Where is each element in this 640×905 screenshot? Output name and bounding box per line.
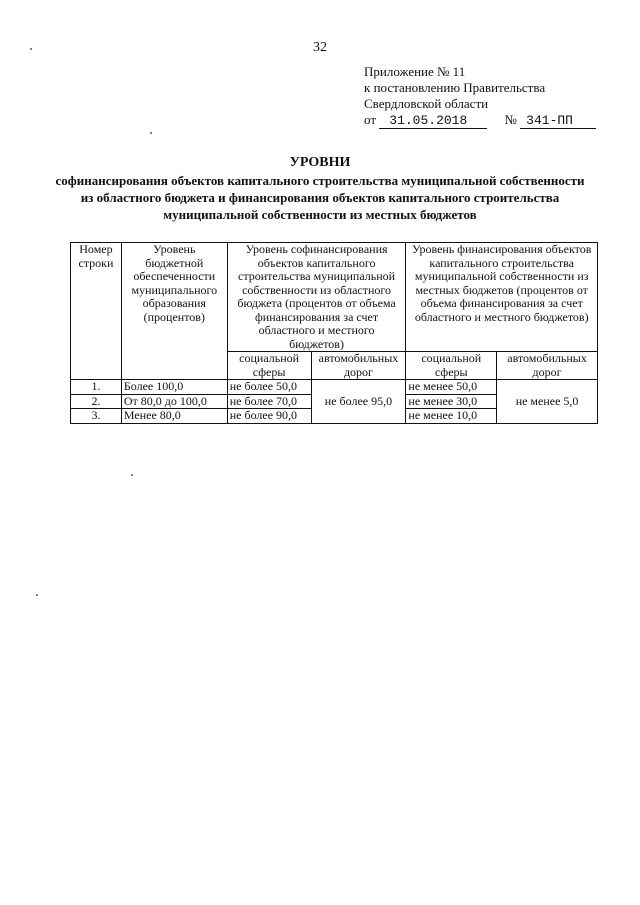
- header-security-level: Уровень бюджетной обеспеченности муниципального образования (процентов): [121, 243, 227, 380]
- appendix-block: [364, 64, 596, 129]
- row-loc-social: не менее 10,0: [406, 409, 497, 424]
- row-level: Менее 80,0: [121, 409, 227, 424]
- title-line-2: из областного бюджета и финансирования объектов капитального строительства: [80, 190, 560, 205]
- appendix-decree: к постановлению Правительства: [364, 80, 546, 95]
- number-prefix: №: [504, 112, 517, 127]
- row-cof-social: не более 70,0: [227, 394, 311, 409]
- header-cof-social: социальной сферы: [227, 352, 311, 380]
- scan-speck: [36, 594, 38, 596]
- header-row-number: Номер строки: [71, 243, 122, 380]
- loc-roads-value: не менее 5,0: [497, 380, 598, 424]
- row-number: 2.: [71, 394, 122, 409]
- row-loc-social: не менее 50,0: [406, 380, 497, 395]
- table-row: [71, 380, 598, 395]
- header-cof-roads: автомобильных дорог: [311, 352, 406, 380]
- row-number: 1.: [71, 380, 122, 395]
- row-cof-social: не более 50,0: [227, 380, 311, 395]
- cof-roads-value: не более 95,0: [311, 380, 406, 424]
- header-loc-social: социальной сферы: [406, 352, 497, 380]
- appendix-region: Свердловской области: [364, 96, 489, 111]
- row-level: Более 100,0: [121, 380, 227, 395]
- title-line-3: муниципальной собственности из местных бюджетов: [163, 207, 477, 222]
- header-loc-roads: автомобильных дорог: [497, 352, 598, 380]
- header-cofinancing: Уровень софинансирования объектов капитального строительства муниципальной собственности из областного бюджета (процентов от объема финансирования за счет областного и местного бюджетов): [227, 243, 406, 352]
- scan-speck: [131, 474, 133, 476]
- header-local-financing: Уровень финансирования объектов капитального строительства муниципальной собственности из местных бюджетов (процентов от объема финансирования за счет областного и местного бюджетов): [406, 243, 598, 352]
- decree-date: 31.05.2018: [379, 114, 487, 129]
- document-title: [0, 154, 640, 223]
- decree-number: 341-ПП: [520, 114, 596, 129]
- row-level: От 80,0 до 100,0: [121, 394, 227, 409]
- levels-table: [70, 242, 598, 424]
- title-line-1: софинансирования объектов капитального строительства муниципальной собственности: [55, 173, 585, 188]
- row-cof-social: не более 90,0: [227, 409, 311, 424]
- scan-speck: [150, 132, 152, 134]
- appendix-date-line: [364, 112, 596, 129]
- scan-speck: [30, 48, 32, 50]
- row-number: 3.: [71, 409, 122, 424]
- date-prefix: от: [364, 112, 377, 127]
- row-loc-social: не менее 30,0: [406, 394, 497, 409]
- page-number: 32: [313, 40, 327, 55]
- title-main: УРОВНИ: [289, 155, 351, 170]
- appendix-title: Приложение № 11: [364, 64, 466, 79]
